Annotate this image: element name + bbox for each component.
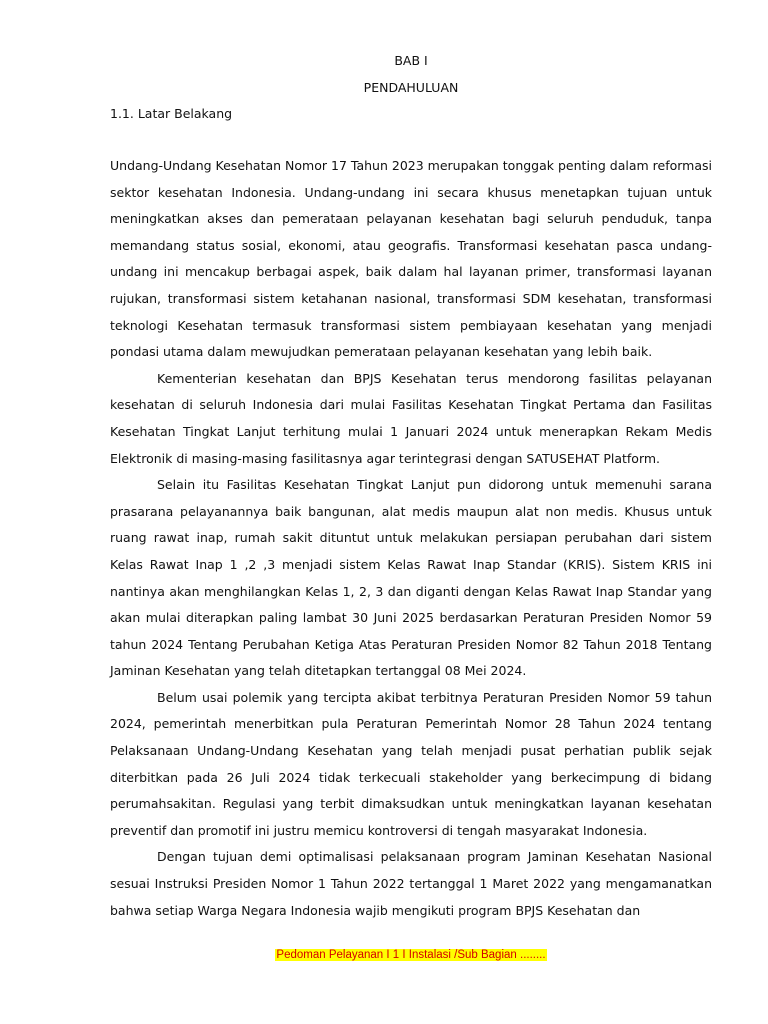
body-text	[110, 153, 712, 924]
section-title: 1.1. Latar Belakang	[110, 106, 233, 121]
page-footer	[110, 947, 712, 964]
chapter-number: BAB I	[394, 53, 428, 68]
paragraph-2: Kementerian kesehatan dan BPJS Kesehatan terus mendorong fasilitas pelayanan kesehatan di seluruh Indonesia dari mulai Fasilitas Kesehatan Tingkat Pertama dan Fasilitas Kesehatan Tingkat Lanjut terhitung mulai 1 Januari 2024 untuk menerapkan Rekam Medis Elektronik di masing-masing fasilitasnya agar terintegrasi dengan SATUSEHAT Platform.	[110, 370, 712, 466]
paragraph-1: Undang-Undang Kesehatan Nomor 17 Tahun 2023 merupakan tonggak penting dalam reformasi sektor kesehatan Indonesia. Undang-undang ini secara khusus menetapkan tujuan untuk meningkatkan akses dan pemerataan pelayanan kesehatan bagi seluruh penduduk, tanpa memandang status sosial, ekonomi, atau geografis. Transformasi kesehatan pasca undang-undang ini mencakup berbagai aspek, baik dalam hal layanan primer, transformasi layanan rujukan, transformasi sistem ketahanan nasional, transformasi SDM kesehatan, transformasi teknologi Kesehatan termasuk transformasi sistem pembiayaan kesehatan yang menjadi pondasi utama dalam mewujudkan pemerataan pelayanan kesehatan yang lebih baik.	[110, 158, 712, 360]
paragraph-3: Selain itu Fasilitas Kesehatan Tingkat Lanjut pun didorong untuk memenuhi sarana prasarana pelayanannya baik bangunan, alat medis maupun alat non medis. Khusus untuk ruang rawat inap, rumah sakit dituntut untuk melakukan persiapan perubahan dari sistem Kelas Rawat Inap 1 ,2 ,3 menjadi sistem Kelas Rawat Inap Standar (KRIS). Sistem KRIS ini nantinya akan menghilangkan Kelas 1, 2, 3 dan diganti dengan Kelas Rawat Inap Standar yang akan mulai diterapkan paling lambat 30 Juni 2025 berdasarkan Peraturan Presiden Nomor 59 tahun 2024 Tentang Perubahan Ketiga Atas Peraturan Presiden Nomor 82 Tahun 2018 Tentang Jaminan Kesehatan yang telah ditetapkan tertanggal 08 Mei 2024.	[110, 477, 712, 679]
paragraph-4: Belum usai polemik yang tercipta akibat terbitnya Peraturan Presiden Nomor 59 tahun 2024, pemerintah menerbitkan pula Peraturan Pemerintah Nomor 28 Tahun 2024 tentang Pelaksanaan Undang-Undang Kesehatan yang telah menjadi pusat perhatian publik sejak diterbitkan pada 26 Juli 2024 tidak terkecuali stakeholder yang berkecimpung di bidang perumahsakitan. Regulasi yang terbit dimaksudkan untuk meningkatkan layanan kesehatan preventif dan promotif ini justru memicu kontroversi di tengah masyarakat Indonesia.	[110, 689, 712, 838]
footer-text: Pedoman Pelayanan I 1 I Instalasi /Sub Bagian ........	[276, 949, 546, 961]
paragraph-5: Dengan tujuan demi optimalisasi pelaksanaan program Jaminan Kesehatan Nasional sesuai Instruksi Presiden Nomor 1 Tahun 2022 tertanggal 1 Maret 2022 yang mengamanatkan bahwa setiap Warga Negara Indonesia wajib mengikuti program BPJS Kesehatan dan	[110, 849, 712, 918]
chapter-title: PENDAHULUAN	[363, 80, 459, 95]
